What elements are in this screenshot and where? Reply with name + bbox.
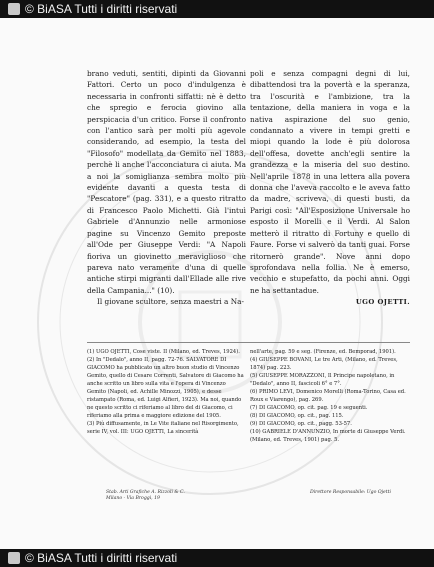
footnote: (2) In "Dedalo", anno II, pagg. 72-76. SALVATORE DI GIACOMO ha pubblicato un altro buon studio di Vincenzo Gemito, quello di Cesare Correnti, Salvatore di Giacomo ha anche scritto un libro sulla vita e l'opera di Vincenzo Gemito (Napoli, ed. Achille Minozzi, 1905), e desse ristampato (Roma, ed. Luigi Alfieri, 1923). Ma noi, quando ne questo scritto ci riferiamo al libro del di Giacomo, ci riferiamo alla prima e maggiore edizione del 1905.: [87, 357, 244, 419]
footnote: (5) GIUSEPPE MORAZZONI, Il Principe napoletano, in "Dedalo", anno II, fascicoli 6° e 7°.: [250, 373, 395, 387]
top-copyright-banner: [0, 0, 434, 18]
document-page: [0, 22, 434, 542]
bottom-copyright-banner: [0, 549, 434, 567]
footnote: (4) GIUSEPPE BOVANI, Le tre Arti, (Milano, ed. Treves, 1874) pag. 223.: [250, 357, 398, 371]
article-column-right: [250, 68, 410, 309]
article-paragraph: brano veduti, sentiti, dipinti da Giovanni Fattori. Certo un poco d'indulgenza è necessaria in confronti siffatti: nè è detto che spregio e ferocia giovino alla perspicacia d'un critico. Forse il confronto con l'antico sarà per molti più agevole considerando, ad esempio, la testa del "Filosofo" modellata da Gemito nel 1883, perchè li anche l'acconciatura ci aiuta. Ma a noi la somiglianza sembra molto più evidente davanti a questa testa di "Pescatore" (pag. 331), e a questo ritratto di Francesco Paolo Michetti. Già l'intuì Gabriele d'Annunzio nelle armoniose pagine su Vincenzo Gemito preposte all'Ode per Giuseppe Verdi: "A Napoli fioriva un giovinetto meraviglioso che pareva nato veramente d'una di quelle antiche stirpi migranti dall'Ellade alle rive della Campania..." (10).: [87, 69, 246, 295]
footnote: (7) DI GIACOMO, op. cit. pag. 19 e seguenti.: [250, 405, 368, 411]
article-paragraph: Il giovane scultore, senza maestri a Na-: [97, 297, 244, 307]
footnote: (9) DI GIACOMO, op. cit., pagg. 53-57.: [250, 421, 352, 427]
footnotes-right: [250, 348, 410, 444]
printer-credit: [106, 490, 236, 503]
biasa-logo-icon: [8, 552, 20, 564]
footnote: (8) DI GIACOMO, op. cit., pag. 115.: [250, 413, 344, 419]
footnote: (3) Più diffusamente, in Le Vite italiane nel Risorgimento, serie IV, vol. III: UGO OJETTI, La sincerità: [87, 421, 239, 435]
notes-divider: [87, 342, 410, 343]
footnote: nell'arte, pag. 59 e seg. (Firenze, ed. Bemporad, 1901).: [250, 349, 396, 355]
author-signature: UGO OJETTI.: [355, 298, 410, 307]
article-column-left: [87, 68, 246, 308]
printer-address: Milano - Via Broggi, 19: [106, 496, 160, 502]
footnote: (6) PRIMO LEVI, Domenico Morelli (Roma-Torino, Casa ed. Roux e Viarengo), pag. 269.: [250, 389, 406, 403]
bottom-banner-text: © BiASA Tutti i diritti riservati: [25, 551, 178, 565]
footnote: (1) UGO OJETTI, Cose viste. II (Milano, ed. Treves, 1924).: [87, 349, 240, 355]
editor-credit: Direttore Responsabile: Ugo Ojetti: [310, 490, 391, 495]
printer-name: Stab. Arti Grafiche A. Rizzoli & C.: [106, 490, 185, 495]
article-paragraph: poli e senza compagni degni di lui, dibattendosi tra la povertà e la speranza, tra l'oscurità e l'ambizione, tra la tentazione, della maniera in voga e la nativa aspirazione del suo genio, condannato a vivere in tempi gretti e miopi quando la lode è più dolorosa dell'offesa, dovette anch'egli sentire la grandezza e la miseria del suo destino. Nell'aprile 1878 in una lettera alla povera donna che l'aveva raccolto e le aveva fatto da madre, scriveva, di questi busti, da Parigi così: "All'Esposizione Universale ho esposto il Morelli e il Verdi. Al Salon metterò il ritratto di Fortuny e quello di Faure. Forse vi salverò da tanti guai. Forse ritornerò grande". Nove anni dopo sprofondava nella follia. Ne è emerso, vecchio e stupefatto, da pochi anni. Oggi ne ha settantadue.: [250, 69, 410, 295]
biasa-logo-icon: [8, 3, 20, 15]
top-banner-text: © BiASA Tutti i diritti riservati: [25, 2, 178, 16]
footnote: (10) GABRIELE D'ANNUNZIO, In morte di Giuseppe Verdi. (Milano, ed. Treves, 1901) pag. 5.: [250, 429, 406, 443]
footnotes-left: [87, 348, 245, 436]
